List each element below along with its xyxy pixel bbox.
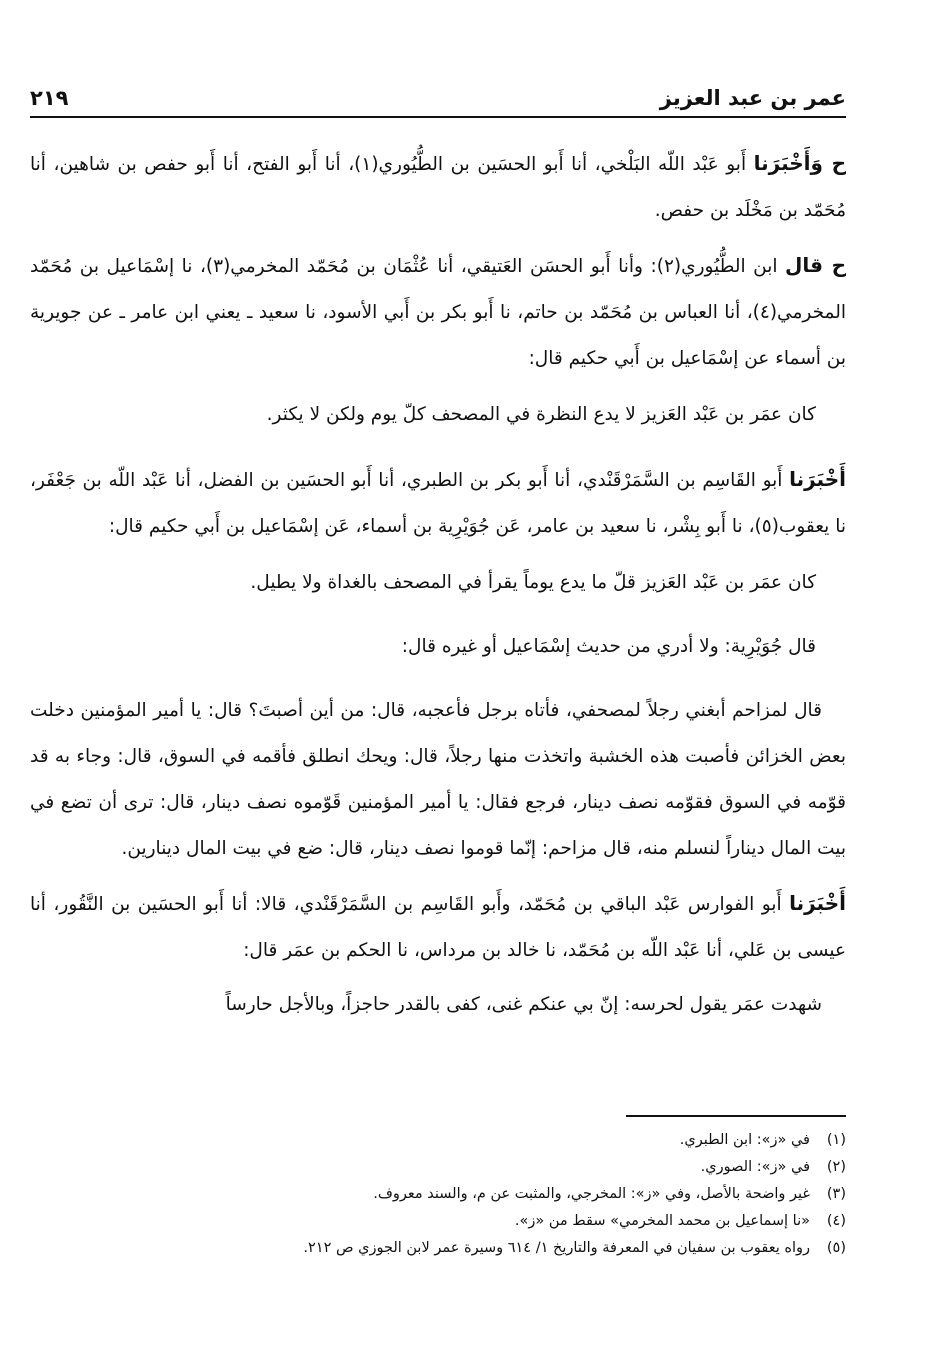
footnote-item	[30, 1127, 846, 1154]
paragraph-isnad-2	[30, 242, 846, 382]
footnote-number: (٥)	[826, 1240, 846, 1256]
footnote-item	[30, 1235, 846, 1262]
paragraph-text: ابن الطُّيُوري(٢): وأنا أَبو الحسَن العَتيقي، أنا عُثْمَان بن مُحَمّد المخرمي(٣)، نا إسْمَاعيل بن مُحَمّد المخرمي(٤)، أنا العباس بن مُحَمّد بن حاتم، نا أَبو بكر بن أَبي الأسود، نا سعيد ـ يعني ابن عامر ـ عن جويرية بن أسماء عن إسْمَاعيل بن أَبي حكيم قال:	[30, 256, 846, 369]
paragraph-isnad-4	[30, 880, 846, 974]
paragraph-narrator-note: قال جُوَيْرِية: ولا أدري من حديث إسْمَاعيل أو غيره قال:	[401, 636, 816, 657]
footnote-text: رواه يعقوب بن سفيان في المعرفة والتاريخ ١/ ٦١٤ وسيرة عمر لابن الجوزي ص ٢١٢.	[303, 1240, 810, 1256]
footnote-number: (٢)	[826, 1159, 846, 1175]
paragraph-text: أَبو عَبْد اللّه البَلْخي، أنا أَبو الحسَين بن الطُّيُوري(١)، أنا أَبو الفتح، أنا أَبو حفص بن شاهين، أنا مُحَمّد بن مَخْلَد بن حفص.	[30, 154, 846, 221]
footnote-text: في «ز»: ابن الطبري.	[679, 1132, 810, 1148]
paragraph-narration-1: كان عمَر بن عَبْد العَزيز لا يدع النظرة في المصحف كلّ يوم ولكن لا يكثر.	[266, 404, 816, 425]
paragraph-text: أَبو القَاسِم بن السَّمَرْقَنْدي، أنا أَبو بكر بن الطبري، أنا أَبو الحسَين بن الفضل، أنا عَبْد اللّه بن جَعْفَر، نا يعقوب(٥)، نا أَبو بِشْر، نا سعيد بن عامر، عَن جُوَيْرِية بن أسماء، عَن إسْمَاعيل بن أَبي حكيم قال:	[30, 470, 846, 537]
footnote-number: (١)	[826, 1132, 846, 1148]
paragraph-narration-2: كان عمَر بن عَبْد العَزيز قلّ ما يدع يوماً يقرأ في المصحف بالغداة ولا يطيل.	[250, 572, 816, 593]
paragraph-text: أَبو الفوارس عَبْد الباقي بن مُحَمّد، وأَبو القَاسِم بن السَّمَرْقَنْدي، قالا: أنا أَبو الحسَين بن النَّقُور، أنا عيسى بن عَلي، أنا عَبْد اللّه بن مُحَمّد، نا خالد بن مرداس، نا الحكم بن عمَر قال:	[30, 894, 846, 961]
footnote-item	[30, 1208, 846, 1235]
paragraph-narration-4: شهدت عمَر يقول لحرسه: إنّ بي عنكم غنى، كفى بالقدر حاجزاً، وبالأجل حارساً	[225, 994, 822, 1015]
footnote-divider	[626, 1115, 846, 1117]
paragraph-lead: ح قال	[785, 253, 847, 277]
footnote-number: (٤)	[826, 1213, 846, 1229]
footnote-text: «نا إسماعيل بن محمد المخرمي» سقط من «ز».	[514, 1213, 810, 1229]
running-title: عمر بن عبد العزيز	[659, 86, 846, 110]
paragraph-lead: أَخْبَرَنا	[789, 891, 846, 915]
page-header	[30, 84, 846, 118]
footnotes	[30, 1115, 846, 1262]
main-text	[30, 140, 846, 1036]
paragraph-narration-3: قال لمزاحم أبغني رجلاً لمصحفي، فأتاه برجل فأعجبه، قال: من أين أصبتَ؟ قال: يا أمير المؤمنين دخلت بعض الخزائن فأصبت هذه الخشبة واتخذت منها رجلاً، قال: ويحك انطلق فأقمه في السوق، قال: وجاء به قد قوّمه في السوق فقوّمه نصف دينار، فرجع فقال: يا أمير المؤمنين قَوّموه نصف دينار، قال: ترى أن تضع في بيت المال ديناراً لنسلم منه، قال مزاحم: إنّما قوموا نصف دينار، قال: ضع في بيت المال دينارين.	[30, 700, 846, 859]
page-number: ٢١٩	[30, 86, 69, 110]
paragraph-isnad-3	[30, 456, 846, 550]
footnote-number: (٣)	[826, 1186, 846, 1202]
footnote-item	[30, 1181, 846, 1208]
footnote-item	[30, 1154, 846, 1181]
paragraph-isnad-1	[30, 140, 846, 234]
footnote-text: غير واضحة بالأصل، وفي «ز»: المخرجي، والمثبت عن م، والسند معروف.	[373, 1186, 810, 1202]
footnote-text: في «ز»: الصوري.	[700, 1159, 810, 1175]
paragraph-lead: أَخْبَرَنا	[789, 467, 846, 491]
paragraph-lead: ح وَأَخْبَرَنا	[753, 151, 847, 175]
